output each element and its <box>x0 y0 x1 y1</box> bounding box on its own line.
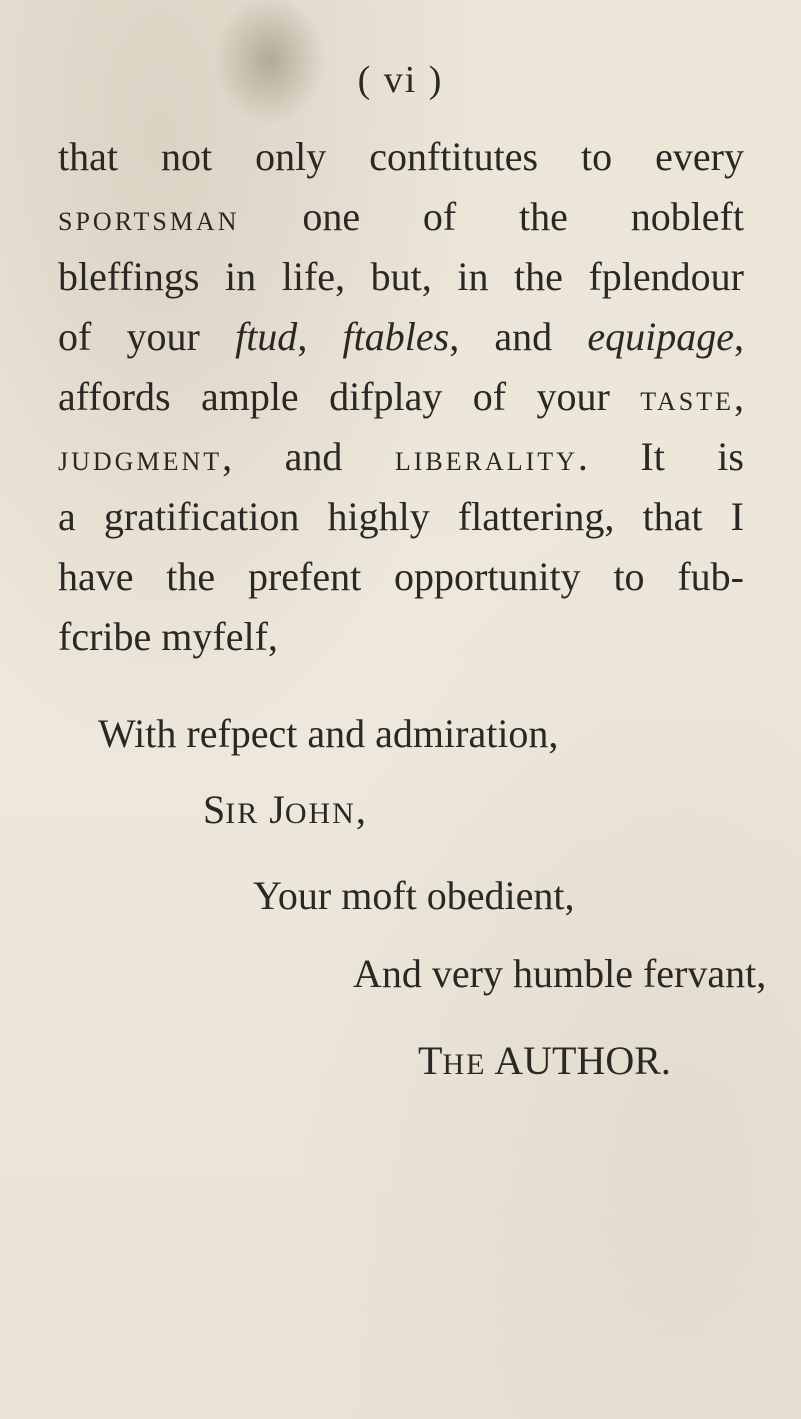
addressee-j: J <box>269 787 285 832</box>
text-line-1-content: that not only conftitutes to every <box>58 134 744 179</box>
text-line-3-content: bleffings in life, but, in the fplendour <box>58 254 744 299</box>
addressee-ohn: OHN <box>284 797 356 830</box>
closing-subscription-1: Your moft obedient, <box>253 873 575 918</box>
text-line-4-d: , <box>734 314 745 359</box>
text-line-8 <box>58 553 744 601</box>
text-line-9 <box>58 613 744 661</box>
text-line-4-c: , and <box>449 314 588 359</box>
text-line-8-content: have the prefent opportunity to fub- <box>58 554 744 599</box>
addressee-s: S <box>203 787 226 832</box>
text-line-2-rest: one of the nobleft <box>239 194 744 239</box>
text-line-5 <box>58 373 744 426</box>
text-line-5-b: , <box>734 374 744 419</box>
signature-t: T <box>418 1038 443 1083</box>
equipage-word: equipage <box>587 314 735 359</box>
text-line-7 <box>58 493 744 541</box>
text-line-4-a: of your <box>58 314 236 359</box>
text-line-6-b: . It is <box>577 434 744 479</box>
stud-word: ftud <box>235 314 298 359</box>
closing-salutation: With refpect and admiration, <box>98 711 559 756</box>
text-line-2 <box>58 193 744 246</box>
text-line-5-a: affords ample difplay of your <box>58 374 641 419</box>
signature-author: AUTHOR. <box>486 1038 671 1083</box>
text-line-9-content: fcribe myfelf, <box>58 614 278 659</box>
text-line-4 <box>58 313 744 361</box>
text-line-6-a: , and <box>222 434 395 479</box>
text-line-1 <box>58 133 744 181</box>
addressee-ir: IR <box>225 797 260 830</box>
text-line-4-b: , <box>297 314 343 359</box>
closing-addressee <box>203 786 366 838</box>
sportsman-word: SPORTSMAN <box>58 207 240 236</box>
judgment-word: JUDGMENT <box>58 447 223 476</box>
text-line-7-content: a gratification highly flattering, that I <box>58 494 744 539</box>
signature-he: HE <box>442 1048 487 1081</box>
author-signature <box>418 1037 671 1089</box>
text-line-6 <box>58 433 744 486</box>
addressee-comma: , <box>355 787 366 832</box>
text-line-3 <box>58 253 744 301</box>
closing-subscription-2: And very humble fervant, <box>353 951 767 996</box>
taste-word: TASTE <box>640 387 734 416</box>
liberality-word: LIBERALITY <box>394 447 578 476</box>
page-number: ( vi ) <box>357 59 444 101</box>
stables-word: ftables <box>342 314 450 359</box>
